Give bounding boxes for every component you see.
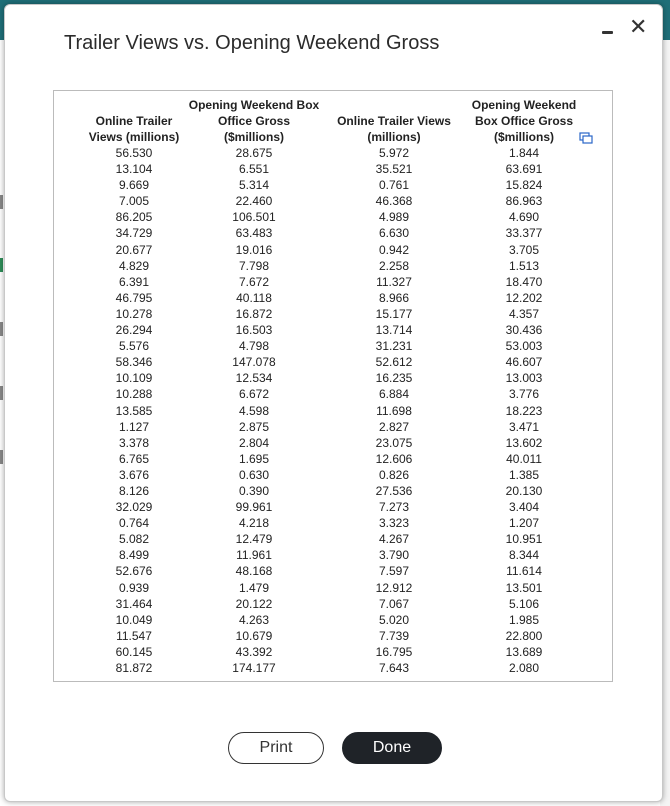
table-cell: 13.602 — [505, 435, 543, 450]
table-cell: 7.798 — [238, 258, 270, 273]
table-cell: 1.513 — [508, 258, 540, 273]
table-row — [80, 547, 580, 563]
table-cell: 6.630 — [378, 226, 410, 241]
table-row — [80, 354, 580, 370]
table-cell: 15.824 — [505, 178, 543, 193]
table-cell: 106.501 — [232, 210, 276, 225]
table-row — [80, 419, 580, 435]
table-cell: 5.106 — [508, 596, 540, 611]
data-table — [80, 97, 580, 676]
table-cell: 4.263 — [238, 612, 270, 627]
table-cell: 0.764 — [118, 516, 150, 531]
table-cell: 7.067 — [378, 596, 410, 611]
table-cell: 23.075 — [375, 435, 413, 450]
table-cell: 13.585 — [115, 403, 153, 418]
table-cell: 52.612 — [375, 355, 413, 370]
table-cell: 33.377 — [505, 226, 543, 241]
table-row — [80, 644, 580, 660]
table-cell: 6.551 — [238, 162, 270, 177]
table-cell: 3.790 — [378, 548, 410, 563]
data-table-container — [53, 90, 613, 682]
table-cell: 4.690 — [508, 210, 540, 225]
table-row — [80, 596, 580, 612]
minimize-icon[interactable] — [601, 25, 615, 37]
table-cell: 20.130 — [505, 483, 543, 498]
table-row — [80, 403, 580, 419]
table-row — [80, 370, 580, 386]
table-cell: 4.798 — [238, 339, 270, 354]
table-cell: 7.005 — [118, 194, 150, 209]
copy-table-icon[interactable] — [579, 132, 593, 144]
background-mark — [0, 386, 3, 400]
table-cell: 0.942 — [378, 242, 410, 257]
table-cell: 35.521 — [375, 162, 413, 177]
table-cell: 31.464 — [115, 596, 153, 611]
table-cell: 4.598 — [238, 403, 270, 418]
table-cell: 99.961 — [235, 500, 273, 515]
table-cell: 26.294 — [115, 323, 153, 338]
table-cell: 18.223 — [505, 403, 543, 418]
table-row — [80, 386, 580, 402]
background-mark — [0, 450, 3, 464]
table-cell: 3.776 — [508, 387, 540, 402]
table-cell: 13.501 — [505, 580, 543, 595]
table-cell: 1.985 — [508, 612, 540, 627]
table-cell: 6.884 — [378, 387, 410, 402]
table-row — [80, 306, 580, 322]
table-cell: 5.972 — [378, 146, 410, 160]
table-cell: 9.669 — [118, 178, 150, 193]
table-cell: 2.258 — [378, 258, 410, 273]
table-cell: 32.029 — [115, 500, 153, 515]
table-cell: 1.127 — [118, 419, 150, 434]
table-cell: 13.714 — [375, 323, 413, 338]
table-cell: 10.278 — [115, 306, 153, 321]
table-cell: 11.547 — [116, 628, 152, 643]
table-cell: 13.104 — [115, 162, 153, 177]
table-cell: 53.003 — [505, 339, 543, 354]
table-cell: 10.049 — [115, 612, 153, 627]
table-row — [80, 193, 580, 209]
table-cell: 11.327 — [376, 274, 412, 289]
table-cell: 10.951 — [505, 532, 543, 547]
table-row — [80, 338, 580, 354]
table-cell: 1.844 — [508, 146, 540, 160]
column-header: Opening Weekend Box Office Gross ($millions) — [188, 98, 320, 144]
table-cell: 1.479 — [238, 580, 270, 595]
table-cell: 56.530 — [115, 146, 153, 160]
table-cell: 31.231 — [375, 339, 413, 354]
table-cell: 22.800 — [505, 628, 543, 643]
table-cell: 18.470 — [505, 274, 543, 289]
table-row — [80, 209, 580, 225]
table-cell: 13.003 — [505, 371, 543, 386]
table-cell: 28.675 — [235, 146, 273, 160]
table-cell: 11.614 — [506, 564, 542, 579]
table-cell: 0.826 — [378, 467, 410, 482]
background-mark — [0, 195, 3, 209]
table-cell: 40.118 — [236, 290, 272, 305]
table-cell: 63.691 — [505, 162, 543, 177]
table-cell: 8.499 — [118, 548, 150, 563]
table-cell: 174.177 — [232, 661, 276, 675]
table-cell: 0.939 — [118, 580, 150, 595]
table-cell: 7.672 — [238, 274, 270, 289]
table-cell: 2.827 — [378, 419, 410, 434]
dialog-title: Trailer Views vs. Opening Weekend Gross — [64, 32, 440, 54]
table-cell: 0.630 — [238, 467, 270, 482]
table-cell: 63.483 — [235, 226, 273, 241]
table-cell: 4.989 — [378, 210, 410, 225]
table-cell: 4.267 — [378, 532, 410, 547]
table-row — [80, 612, 580, 628]
table-cell: 8.126 — [118, 483, 150, 498]
table-cell: 7.273 — [378, 500, 410, 515]
table-cell: 86.963 — [505, 194, 543, 209]
table-cell: 4.357 — [508, 306, 540, 321]
table-cell: 20.122 — [235, 596, 273, 611]
table-cell: 10.109 — [115, 371, 153, 386]
table-row — [80, 531, 580, 547]
table-cell: 0.390 — [238, 483, 270, 498]
table-cell: 1.695 — [238, 451, 270, 466]
table-cell: 86.205 — [115, 210, 153, 225]
table-cell: 12.606 — [375, 451, 413, 466]
table-cell: 6.765 — [118, 451, 150, 466]
background-mark — [0, 258, 3, 272]
table-cell: 0.761 — [378, 178, 410, 193]
table-row — [80, 628, 580, 644]
table-row — [80, 274, 580, 290]
table-cell: 5.082 — [118, 532, 150, 547]
table-cell: 4.218 — [238, 516, 270, 531]
table-row — [80, 467, 580, 483]
table-cell: 6.672 — [238, 387, 270, 402]
table-cell: 5.314 — [238, 178, 270, 193]
table-cell: 11.698 — [376, 403, 412, 418]
table-cell: 13.689 — [505, 644, 543, 659]
background-mark — [0, 322, 3, 336]
table-row — [80, 660, 580, 676]
table-cell: 46.368 — [375, 194, 413, 209]
table-cell: 12.912 — [375, 580, 413, 595]
done-button[interactable]: Done — [342, 732, 442, 764]
table-cell: 5.576 — [118, 339, 150, 354]
table-row — [80, 563, 580, 579]
table-cell: 34.729 — [115, 226, 153, 241]
table-cell: 3.676 — [118, 467, 150, 482]
table-cell: 7.739 — [378, 628, 410, 643]
print-button[interactable]: Print — [228, 732, 324, 764]
table-cell: 40.011 — [506, 451, 542, 466]
data-dialog — [4, 4, 663, 802]
table-cell: 3.404 — [508, 500, 540, 515]
table-cell: 8.344 — [508, 548, 540, 563]
table-cell: 1.385 — [508, 467, 540, 482]
table-cell: 3.705 — [508, 242, 540, 257]
table-row — [80, 483, 580, 499]
table-cell: 27.536 — [375, 483, 413, 498]
table-cell: 3.323 — [378, 516, 410, 531]
table-cell: 10.288 — [115, 387, 153, 402]
table-cell: 7.597 — [378, 564, 410, 579]
table-cell: 2.080 — [508, 661, 540, 675]
table-row — [80, 225, 580, 241]
table-row — [80, 580, 580, 596]
table-cell: 15.177 — [375, 306, 413, 321]
table-row — [80, 177, 580, 193]
table-cell: 3.378 — [118, 435, 150, 450]
table-cell: 20.677 — [115, 242, 153, 257]
table-cell: 12.534 — [235, 371, 273, 386]
table-cell: 16.795 — [375, 644, 413, 659]
table-cell: 8.966 — [378, 290, 410, 305]
table-cell: 11.961 — [236, 548, 272, 563]
table-cell: 147.078 — [232, 355, 276, 370]
table-cell: 16.872 — [235, 306, 273, 321]
table-cell: 60.145 — [115, 644, 153, 659]
table-cell: 22.460 — [235, 194, 273, 209]
table-cell: 30.436 — [505, 323, 543, 338]
table-row — [80, 515, 580, 531]
table-cell: 12.479 — [235, 532, 273, 547]
table-row — [80, 258, 580, 274]
table-cell: 2.875 — [238, 419, 270, 434]
table-cell: 2.804 — [238, 435, 270, 450]
table-cell: 58.346 — [115, 355, 153, 370]
table-cell: 7.643 — [378, 661, 410, 675]
table-cell: 12.202 — [505, 290, 543, 305]
table-cell: 10.679 — [235, 628, 273, 643]
table-cell: 81.872 — [115, 661, 153, 675]
table-cell: 48.168 — [235, 564, 273, 579]
table-row — [80, 242, 580, 258]
table-cell: 52.676 — [115, 564, 153, 579]
table-row — [80, 161, 580, 177]
table-row — [80, 290, 580, 306]
table-cell: 6.391 — [118, 274, 150, 289]
table-cell: 1.207 — [508, 516, 540, 531]
column-header: Online Trailer Views (millions) — [88, 114, 180, 144]
table-cell: 46.795 — [115, 290, 153, 305]
table-cell: 19.016 — [235, 242, 273, 257]
table-row — [80, 499, 580, 515]
table-cell: 5.020 — [378, 612, 410, 627]
table-row — [80, 145, 580, 161]
table-cell: 3.471 — [508, 419, 540, 434]
table-cell: 16.235 — [375, 371, 413, 386]
table-row — [80, 322, 580, 338]
close-icon[interactable]: ✕ — [629, 14, 648, 39]
table-cell: 16.503 — [235, 323, 273, 338]
table-cell: 43.392 — [235, 644, 273, 659]
column-header: Opening Weekend Box Office Gross ($millions) — [471, 98, 577, 144]
table-cell: 4.829 — [118, 258, 150, 273]
table-row — [80, 451, 580, 467]
table-cell: 46.607 — [505, 355, 543, 370]
column-header: Online Trailer Views (millions) — [337, 114, 451, 144]
table-row — [80, 435, 580, 451]
